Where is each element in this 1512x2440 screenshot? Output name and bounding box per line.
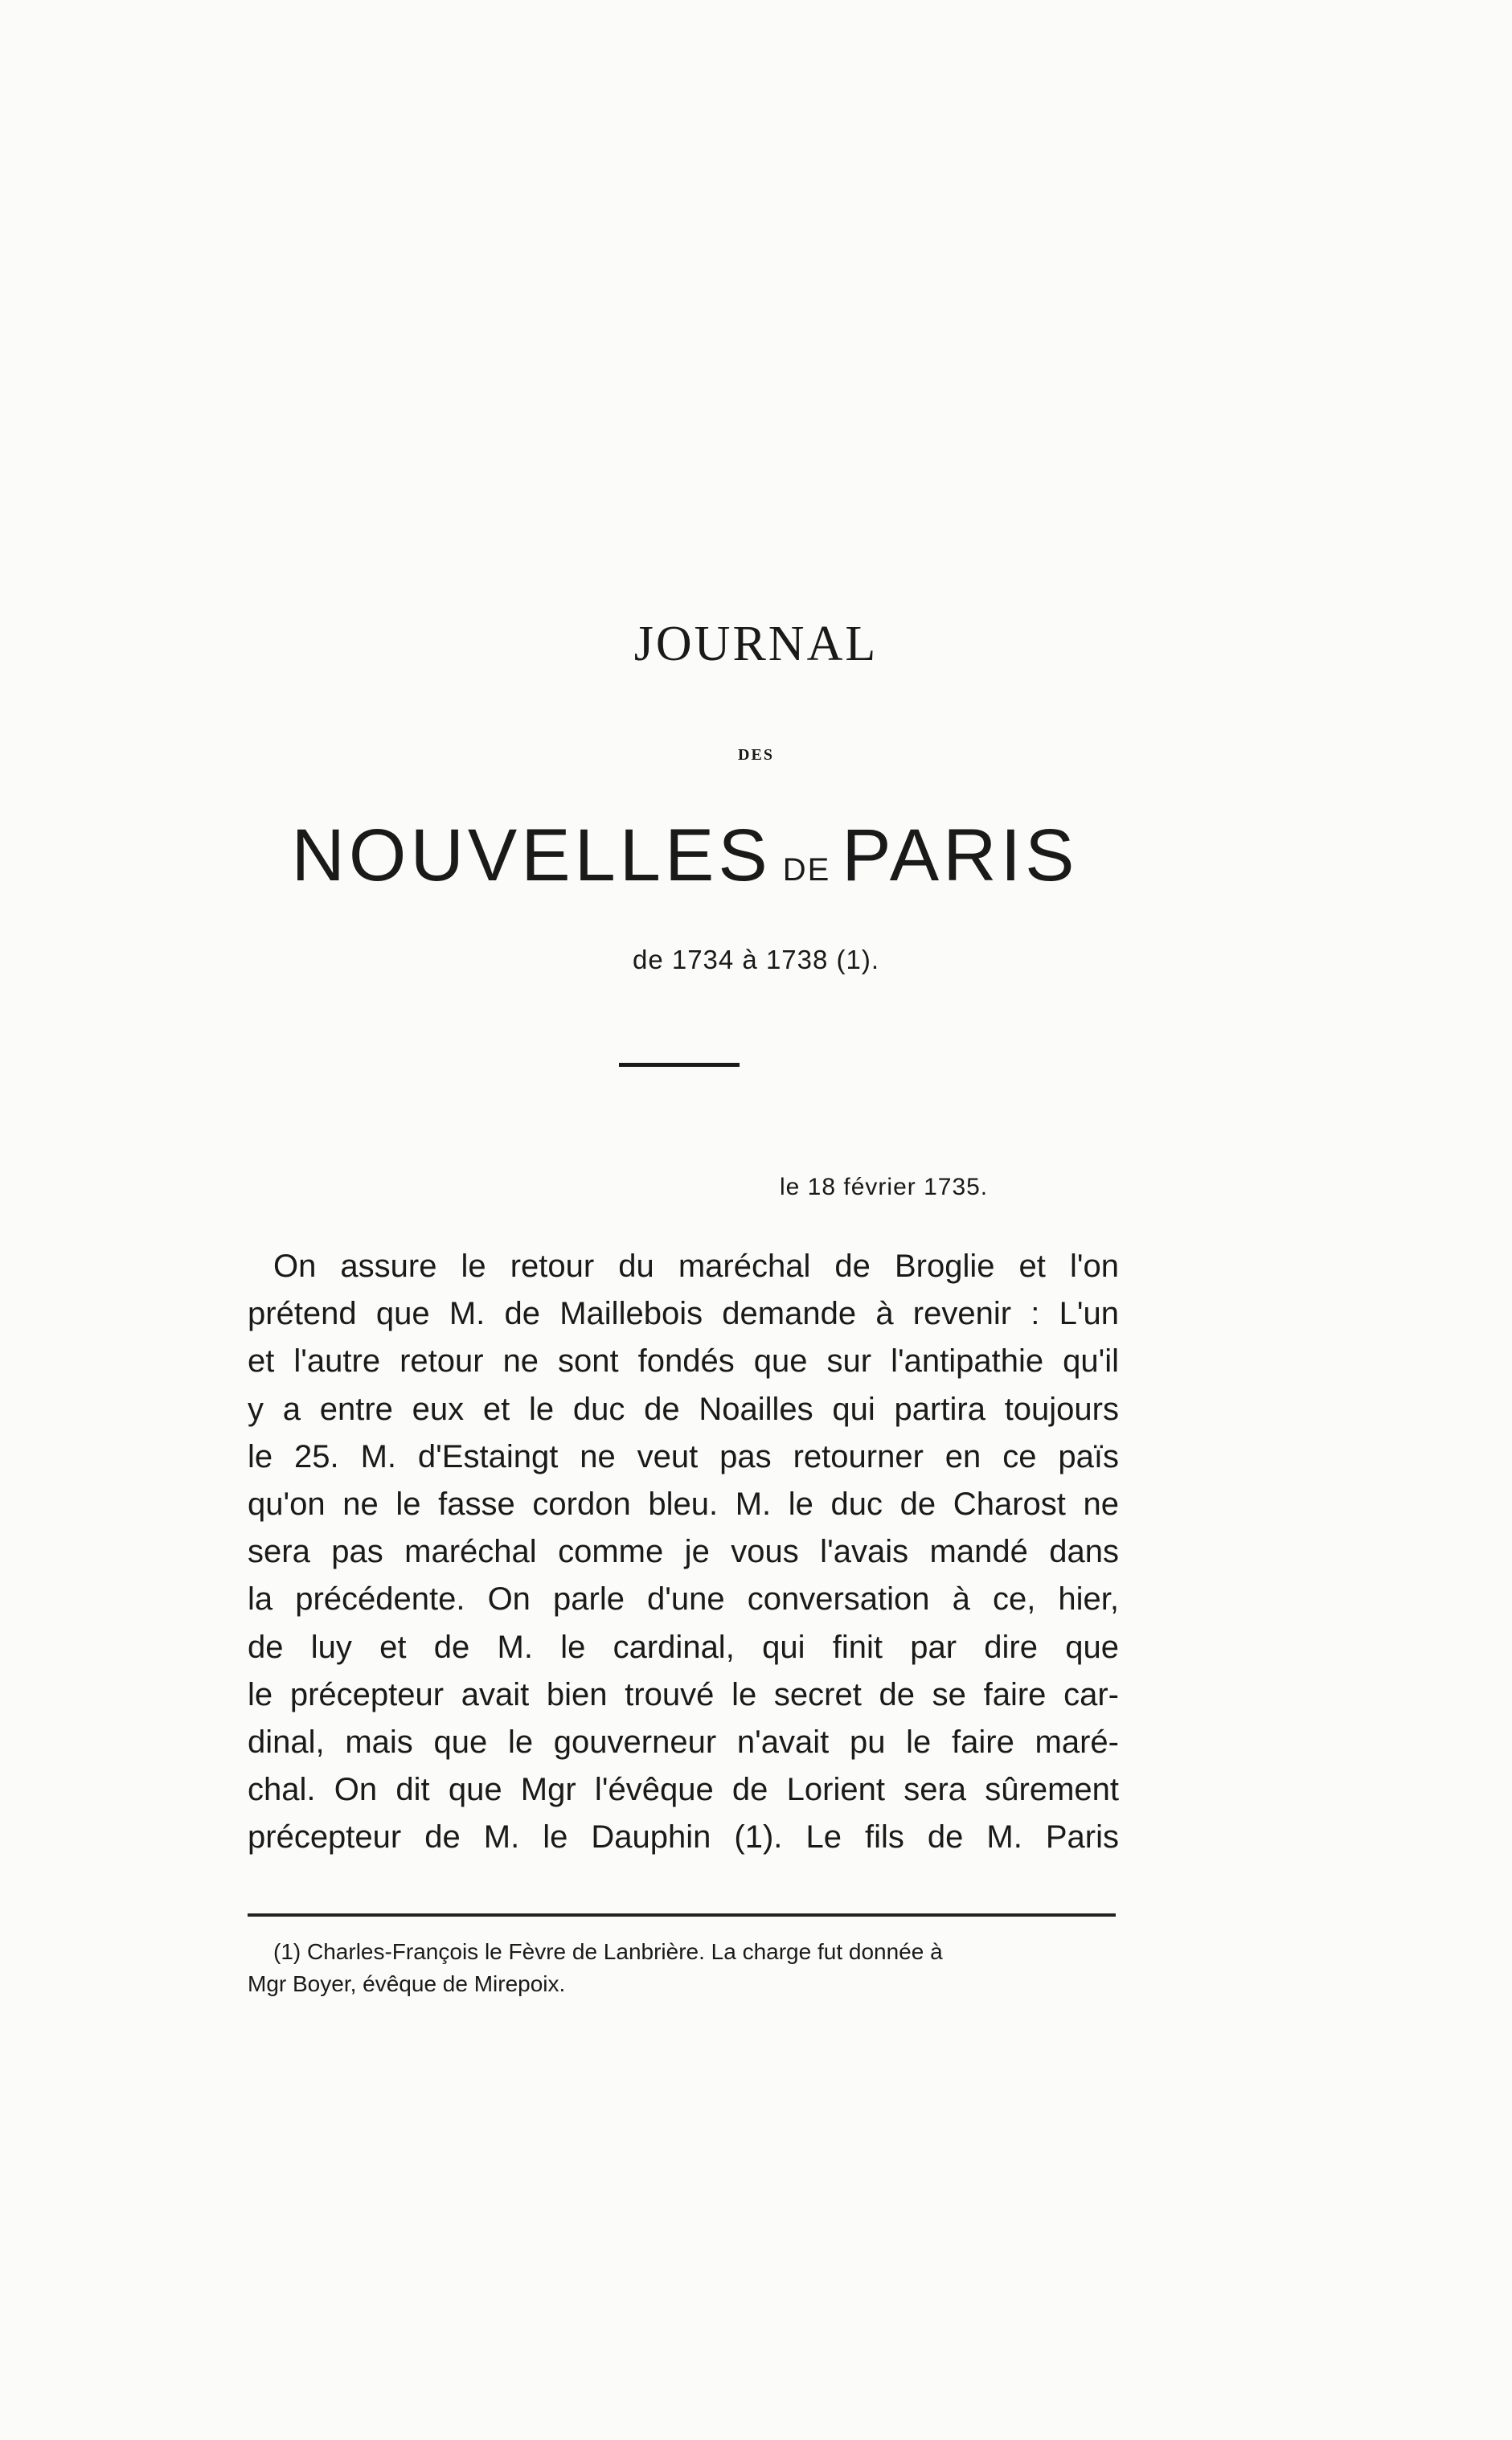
- title-de: DE: [782, 852, 831, 888]
- body-line: et l'autre retour ne sont fondés que sur l'antipathie qu'il: [248, 1343, 1119, 1380]
- body-line: le précepteur avait bien trouvé le secret de se faire car-: [248, 1676, 1119, 1712]
- title-nouvelles: NOUVELLES: [291, 814, 772, 896]
- footnote: [248, 1936, 1132, 2000]
- body-line: dinal, mais que le gouverneur n'avait pu le faire maré-: [248, 1724, 1119, 1760]
- body-line: On assure le retour du maréchal de Broglie et l'on: [273, 1249, 1119, 1284]
- body-line: y a entre eux et le duc de Noailles qui partira toujours: [248, 1391, 1119, 1427]
- entry-date: le 18 février 1735.: [780, 1174, 989, 1200]
- footnote-line: Mgr Boyer, évêque de Mirepoix.: [248, 1971, 566, 1996]
- title-rule: [619, 1063, 740, 1067]
- title-des: DES: [738, 746, 774, 764]
- title-paris: PARIS: [842, 814, 1079, 896]
- body-line: précepteur de M. le Dauphin (1). Le fils de M. Paris: [248, 1819, 1119, 1856]
- entry-body: [248, 1243, 1119, 1861]
- body-line: prétend que M. de Maillebois demande à revenir : L'un: [248, 1296, 1119, 1332]
- footnote-line: (1) Charles-François le Fèvre de Lanbrière. La charge fut donnée à: [273, 1939, 943, 1964]
- body-line: sera pas maréchal comme je vous l'avais mandé dans: [248, 1534, 1119, 1570]
- body-line: de luy et de M. le cardinal, qui finit par dire que: [248, 1629, 1119, 1665]
- subtitle-years: de 1734 à 1738 (1).: [632, 945, 880, 974]
- body-line: la précédente. On parle d'une conversation à ce, hier,: [248, 1581, 1119, 1618]
- body-line: chal. On dit que Mgr l'évêque de Lorient sera sûrement: [248, 1772, 1119, 1808]
- body-line: qu'on ne le fasse cordon bleu. M. le duc de Charost ne: [248, 1486, 1119, 1522]
- main-title: [267, 814, 1103, 896]
- body-line: le 25. M. d'Estaingt ne veut pas retourner en ce païs: [248, 1438, 1119, 1474]
- title-journal: JOURNAL: [633, 617, 879, 671]
- footnote-rule: [248, 1913, 1116, 1917]
